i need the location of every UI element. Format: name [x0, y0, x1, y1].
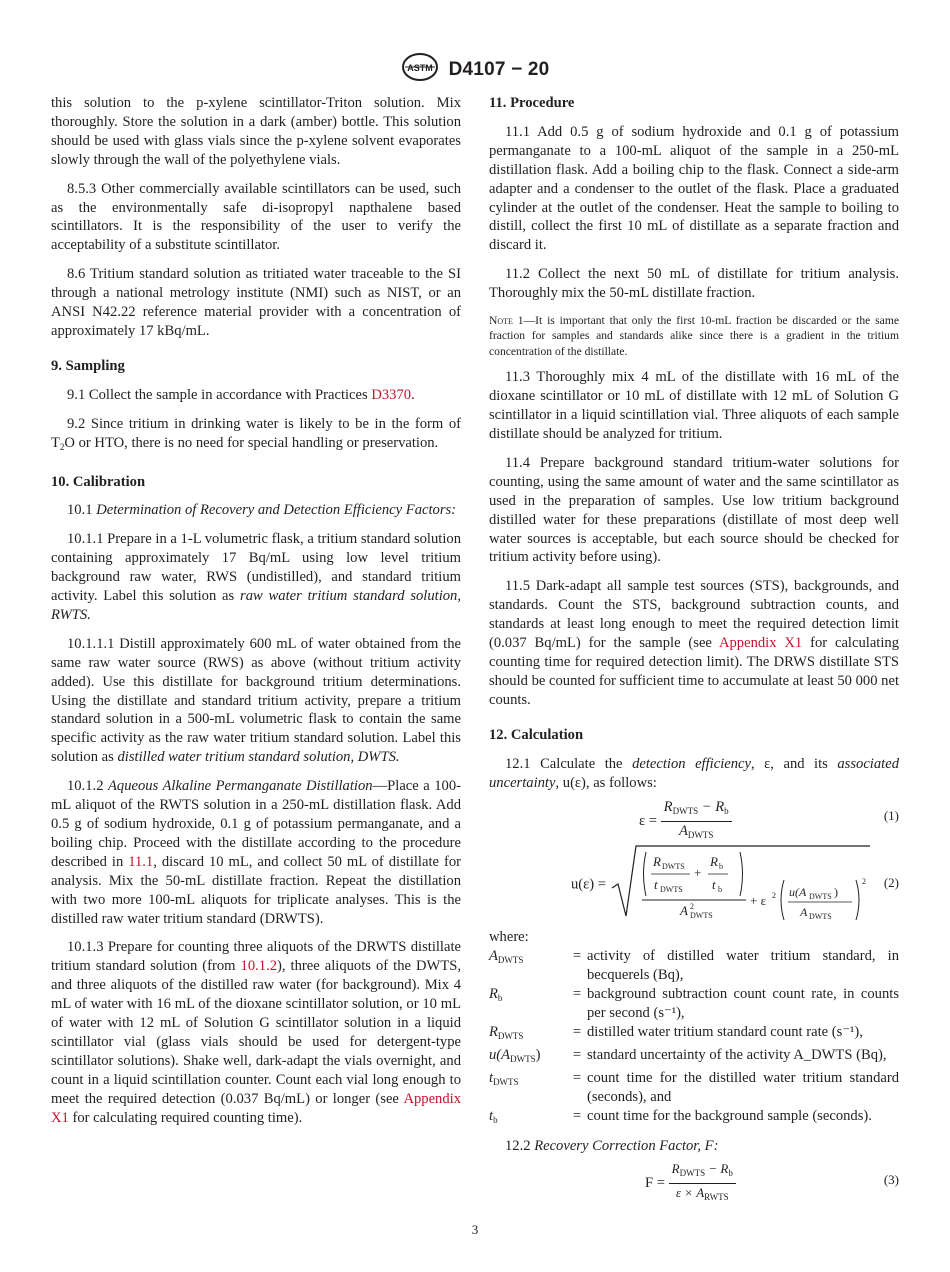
definition-symbol: $R_b$: [489, 986, 503, 1004]
right-column: [489, 94, 899, 1206]
paragraph-10-1-2: 10.1.2 Aqueous Alkaline Permanganate Distillation—Place a 100-mL aliquot of the RWTS solution in a 250-mL distillation flask. Add 0.5 g of sodium hydroxide, 0.1 g of potassium permanganate, and a boiling chip. Proceed with the distillate according to the procedure described in 11.1, discard 10 mL, and collect 50 mL of distillate for analysis. Mix the 50-mL distillate fraction. Repeat the distillation with two more 100-mL aliquots for triplicate analyses. This is the distilled raw water tritium standard (DRWTS).: [51, 778, 461, 927]
paragraph-continued: this solution to the p-xylene scintillator-Triton solution. Mix thoroughly. Store the solution in a dark (amber) bottle. This solution should be used with glass vials since the p-xylene solvent evaporates slowly through the wall of the polyethylene vials.: [51, 95, 461, 168]
eq1-fraction: $\frac{R_{DWTS} - R_b}{A_{DWTS}}$: [661, 798, 732, 845]
page-number: 3: [471, 1222, 479, 1237]
definition-row: [489, 985, 899, 1023]
svg-text:+ ε: + ε: [749, 893, 766, 909]
definition-equals: =: [572, 1107, 582, 1124]
svg-text:t: t: [711, 877, 716, 893]
paragraph-10-1-1-1: 10.1.1.1 Distill approximately 600 mL of water obtained from the same raw water source (RWS) as above (without tritium activity added). Use this distillate for background tritium determinations. Using the distillate and standard tritium activity, prepare a tritium standard solution in a 500-mL volumetric flask to contain the same specific activity as the raw water tritium standard solution. Label this solution as distilled water tritium standard solution, DWTS.: [51, 635, 461, 766]
definition-row: [489, 1107, 899, 1130]
link-appendix-x1[interactable]: Appendix X1: [51, 1090, 461, 1126]
paragraph-10-1-1: 10.1.1 Prepare in a 1-L volumetric flask, a tritium standard solution containing approximately 17 Bq/mL using low level tritium background raw water, RWS (undistilled), and standard tritium activity. Label this solution as raw water tritium standard solution, RWTS.: [51, 531, 461, 623]
eq3-fraction: $\frac{R_{DWTS} - R_b}{\varepsilon \times A_{RWTS}}$: [669, 1160, 736, 1207]
svg-text:A: A: [799, 905, 808, 920]
definition-symbol: $t_b$: [489, 1107, 498, 1125]
svg-text:b: b: [717, 885, 722, 895]
equation-2: [489, 844, 899, 922]
definition-symbol: $u(A_{DWTS})$: [489, 1046, 541, 1064]
definition-text: count time for the background sample (seconds).: [587, 1107, 872, 1124]
link-10-1-2[interactable]: 10.1.2: [240, 958, 278, 975]
equation-3: [489, 1160, 899, 1203]
link-11-1[interactable]: 11.1: [128, 853, 154, 870]
svg-text:): ): [833, 885, 838, 900]
paragraph-10-1-3: 10.1.3 Prepare for counting three aliquots of the DRWTS distillate tritium standard solution (from 10.1.2), three aliquots of the DWTS, and three aliquots of the distilled raw water (for background). Mix 4 mL of water with 16 mL of the dioxane scintillator solution, or 10 mL of water with 12 mL of Solution G scintillator solution in a liquid scintillator vial (glass vials should be used for detergent-type scintillator solutions). Shake well, dark-adapt the vials overnight, and count in a liquid scintillation counter. Count each vial long enough to meet the required detection (0.037 Bq/mL) or longer (see Appendix X1 for calculating required counting time).: [51, 939, 461, 1126]
paragraph-12-2: 12.2 Recovery Correction Factor, F:: [505, 1138, 719, 1155]
definition-equals: =: [572, 1069, 582, 1086]
equation-1: [489, 796, 899, 841]
svg-text:A: A: [679, 903, 688, 919]
note-1: Note 1—It is important that only the first 10-mL fraction be discarded or the same fraction for samples and standards alike since there is a gradient in the tritium concentration of the distillate.: [489, 314, 899, 358]
paragraph-11-4: 11.4 Prepare background standard tritium-water solutions for counting, using the same amount of water and the same scintillator as used in the preparation of samples. Use low tritium background distilled water for these preparations (distillate of most deep well water sources is acceptable, but each source should be checked for tritium activity before using).: [489, 454, 899, 566]
svg-text:R: R: [709, 854, 718, 870]
paragraph-11-1: 11.1 Add 0.5 g of sodium hydroxide and 0.1 g of potassium permanganate to a 100-mL aliquot of the sample in a 250-mL distillation flask. Add a boiling chip to the flask. Connect a side-arm adapter and a condenser to the outlet of the flask. Place a graduated cylinder at the outlet of the condenser. Heat the sample to boiling to distill, collect the first 10 mL of distillate as a separate fraction and discard it.: [489, 123, 899, 254]
eq3-number: (3): [883, 1172, 899, 1188]
paragraph-8-6: 8.6 Tritium standard solution as tritiated water traceable to the SI through a national metrology institute (NMI) such as NIST, or an ANSI N42.22 reference material provider with a concentration of approximately 17 kBq/mL.: [51, 266, 461, 339]
definition-row: [489, 1023, 899, 1046]
svg-text:DWTS: DWTS: [659, 885, 683, 895]
eq3-lhs: F =: [645, 1175, 665, 1192]
svg-text:DWTS: DWTS: [808, 892, 832, 902]
standard-designation: D4107 − 20: [448, 58, 550, 80]
definition-symbol: $R_{DWTS}$: [489, 1023, 524, 1041]
definition-equals: =: [572, 1023, 582, 1040]
left-column: [51, 94, 461, 1138]
page-header: [0, 52, 950, 87]
paragraph-8-5-3: 8.5.3 Other commercially available scintillators can be used, such as the environmentally safe di-isopropyl napthalene based scintillators. It is the responsibility of the user to verify the acceptability of a substitute scintillator.: [51, 180, 461, 254]
svg-text:R: R: [652, 854, 661, 870]
heading-calibration: 10. Calibration: [51, 473, 146, 490]
paragraph-11-5: 11.5 Dark-adapt all sample test sources (STS), backgrounds, and standards. Count the STS, background subtraction counts, and standards at least long enough to meet the required detection limit (0.037 Bq/mL) for the sample (see Appendix X1 for calculating counting time for required detection limit). The DRWS distillate STS should be counted for sufficient time to accumulate at least 50 000 net counts.: [489, 578, 899, 708]
paragraph-9-2: 9.2 Since tritium in drinking water is likely to be in the form of $T_2O$ or HTO, there is no need for special handling or preservation.: [51, 415, 461, 452]
svg-text:2: 2: [771, 891, 776, 901]
eq1-number: (1): [883, 808, 899, 824]
astm-logo-icon: [401, 52, 439, 87]
definition-text: count time for the distilled water tritium standard (seconds), and: [587, 1069, 899, 1105]
definition-equals: =: [572, 1046, 582, 1063]
svg-text:DWTS: DWTS: [689, 911, 713, 921]
eq1-lhs: ε =: [639, 813, 658, 830]
link-appendix-x1-b[interactable]: Appendix X1: [718, 635, 803, 652]
definition-symbol: $t_{DWTS}$: [489, 1069, 519, 1087]
heading-calculation: 12. Calculation: [489, 726, 584, 743]
svg-text:2: 2: [861, 877, 866, 887]
definition-equals: =: [572, 948, 582, 965]
svg-text:DWTS: DWTS: [661, 862, 685, 872]
eq2-lhs: u(ε) =: [571, 876, 607, 893]
definition-text: standard uncertainty of the activity A_DWTS (Bq),: [587, 1046, 887, 1063]
eq2-number: (2): [883, 875, 899, 891]
eq2-radical-icon: [610, 844, 872, 926]
svg-text:t: t: [653, 877, 658, 893]
svg-text:u(A: u(A: [788, 885, 807, 900]
definition-equals: =: [572, 986, 582, 1003]
definition-row: [489, 1046, 899, 1069]
paragraph-12-1: 12.1 Calculate the detection efficiency, ε, and its associated uncertainty, u(ε), as follows:: [489, 755, 899, 791]
definition-text: activity of distilled water tritium standard, in becquerels (Bq),: [587, 948, 899, 984]
svg-text:ASTM: ASTM: [406, 63, 433, 73]
link-d3370[interactable]: D3370: [371, 386, 412, 403]
paragraph-11-3: 11.3 Thoroughly mix 4 mL of the distillate with 16 mL of the dioxane scintillator or 10 mL of distillate with 12 mL of Solution G scintillator in a liquid scintillation vial. Three aliquots of each sample distillate should be analyzed for tritium.: [489, 369, 899, 442]
svg-text:+: +: [693, 865, 702, 881]
paragraph-9-1: 9.1 Collect the sample in accordance with Practices D3370.: [67, 386, 415, 403]
definition-text: distilled water tritium standard count rate (s⁻¹),: [587, 1023, 863, 1040]
definition-row: [489, 947, 899, 985]
paragraph-10-1: 10.1 Determination of Recovery and Detection Efficiency Factors:: [67, 502, 457, 519]
svg-text:2: 2: [689, 902, 694, 912]
where-label: where:: [489, 929, 529, 946]
variable-definitions: [489, 947, 899, 1129]
paragraph-11-2: 11.2 Collect the next 50 mL of distillate for tritium analysis. Thoroughly mix the 50-mL distillate fraction.: [489, 266, 899, 302]
definition-symbol: $A_{DWTS}$: [489, 948, 524, 966]
heading-sampling: 9. Sampling: [51, 357, 125, 374]
heading-procedure: 11. Procedure: [489, 95, 575, 111]
svg-text:DWTS: DWTS: [808, 912, 832, 921]
definition-row: [489, 1069, 899, 1107]
svg-text:b: b: [718, 862, 723, 872]
definition-text: background subtraction count count rate, in counts per second (s⁻¹),: [587, 986, 899, 1022]
